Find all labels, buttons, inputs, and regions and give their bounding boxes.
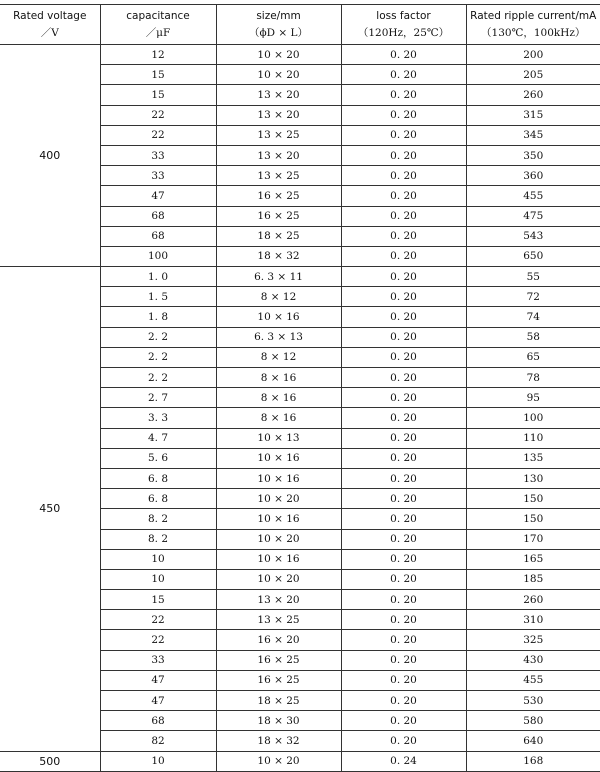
size-cell: 8 × 12 xyxy=(216,347,341,367)
table-row xyxy=(0,267,600,287)
loss-factor-cell: 0. 20 xyxy=(341,448,466,468)
capacitor-spec-table xyxy=(0,4,600,772)
ripple-current-cell: 78 xyxy=(466,368,600,388)
capacitance-cell: 22 xyxy=(100,105,216,125)
header-title: size/mm xyxy=(217,8,341,25)
ripple-current-cell: 580 xyxy=(466,711,600,731)
loss-factor-cell: 0. 20 xyxy=(341,267,466,287)
rated-voltage-cell: 400 xyxy=(0,45,100,267)
loss-factor-cell: 0. 20 xyxy=(341,590,466,610)
size-cell: 13 × 20 xyxy=(216,590,341,610)
header-title: Rated voltage xyxy=(0,8,100,25)
loss-factor-cell: 0. 20 xyxy=(341,630,466,650)
loss-factor-cell: 0. 20 xyxy=(341,408,466,428)
ripple-current-cell: 455 xyxy=(466,670,600,690)
ripple-current-cell: 165 xyxy=(466,549,600,569)
loss-factor-cell: 0. 20 xyxy=(341,731,466,751)
header-unit: ／μF xyxy=(101,25,216,42)
capacitance-cell: 2. 2 xyxy=(100,327,216,347)
loss-factor-cell: 0. 20 xyxy=(341,610,466,630)
size-cell: 10 × 20 xyxy=(216,751,341,771)
capacitance-cell: 12 xyxy=(100,45,216,65)
ripple-current-cell: 360 xyxy=(466,166,600,186)
ripple-current-cell: 430 xyxy=(466,650,600,670)
size-cell: 13 × 20 xyxy=(216,85,341,105)
ripple-current-cell: 170 xyxy=(466,529,600,549)
capacitance-cell: 6. 8 xyxy=(100,489,216,509)
loss-factor-cell: 0. 20 xyxy=(341,166,466,186)
capacitance-cell: 10 xyxy=(100,549,216,569)
rated-voltage-cell: 500 xyxy=(0,751,100,771)
size-cell: 13 × 25 xyxy=(216,125,341,145)
ripple-current-cell: 345 xyxy=(466,125,600,145)
capacitance-cell: 33 xyxy=(100,145,216,165)
loss-factor-cell: 0. 20 xyxy=(341,246,466,266)
size-cell: 16 × 20 xyxy=(216,630,341,650)
capacitance-cell: 1. 5 xyxy=(100,287,216,307)
header-title: capacitance xyxy=(101,8,216,25)
rated-voltage-cell: 450 xyxy=(0,267,100,752)
ripple-current-cell: 72 xyxy=(466,287,600,307)
ripple-current-cell: 74 xyxy=(466,307,600,327)
capacitance-cell: 47 xyxy=(100,670,216,690)
loss-factor-cell: 0. 20 xyxy=(341,105,466,125)
ripple-current-cell: 185 xyxy=(466,569,600,589)
loss-factor-cell: 0. 20 xyxy=(341,468,466,488)
header-unit: （130℃，100kHz） xyxy=(467,25,600,42)
header-ripple-current xyxy=(466,5,600,45)
ripple-current-cell: 150 xyxy=(466,489,600,509)
capacitance-cell: 68 xyxy=(100,226,216,246)
size-cell: 10 × 16 xyxy=(216,468,341,488)
size-cell: 13 × 20 xyxy=(216,145,341,165)
capacitance-cell: 15 xyxy=(100,590,216,610)
header-size xyxy=(216,5,341,45)
size-cell: 18 × 25 xyxy=(216,691,341,711)
loss-factor-cell: 0. 20 xyxy=(341,226,466,246)
table-row xyxy=(0,45,600,65)
table-row xyxy=(0,751,600,771)
size-cell: 10 × 20 xyxy=(216,569,341,589)
size-cell: 18 × 30 xyxy=(216,711,341,731)
loss-factor-cell: 0. 20 xyxy=(341,691,466,711)
size-cell: 10 × 16 xyxy=(216,509,341,529)
loss-factor-cell: 0. 20 xyxy=(341,368,466,388)
size-cell: 18 × 32 xyxy=(216,731,341,751)
size-cell: 18 × 25 xyxy=(216,226,341,246)
capacitance-cell: 1. 8 xyxy=(100,307,216,327)
loss-factor-cell: 0. 20 xyxy=(341,347,466,367)
loss-factor-cell: 0. 20 xyxy=(341,85,466,105)
capacitance-cell: 33 xyxy=(100,650,216,670)
capacitance-cell: 22 xyxy=(100,125,216,145)
size-cell: 10 × 13 xyxy=(216,428,341,448)
loss-factor-cell: 0. 20 xyxy=(341,509,466,529)
ripple-current-cell: 315 xyxy=(466,105,600,125)
size-cell: 13 × 25 xyxy=(216,610,341,630)
ripple-current-cell: 350 xyxy=(466,145,600,165)
capacitance-cell: 2. 2 xyxy=(100,368,216,388)
ripple-current-cell: 475 xyxy=(466,206,600,226)
table-header-row xyxy=(0,5,600,45)
size-cell: 8 × 16 xyxy=(216,388,341,408)
capacitance-cell: 4. 7 xyxy=(100,428,216,448)
size-cell: 16 × 25 xyxy=(216,670,341,690)
size-cell: 6. 3 × 13 xyxy=(216,327,341,347)
ripple-current-cell: 640 xyxy=(466,731,600,751)
ripple-current-cell: 55 xyxy=(466,267,600,287)
ripple-current-cell: 325 xyxy=(466,630,600,650)
capacitance-cell: 82 xyxy=(100,731,216,751)
size-cell: 10 × 16 xyxy=(216,448,341,468)
capacitance-cell: 15 xyxy=(100,65,216,85)
ripple-current-cell: 65 xyxy=(466,347,600,367)
loss-factor-cell: 0. 20 xyxy=(341,327,466,347)
capacitance-cell: 100 xyxy=(100,246,216,266)
capacitance-cell: 15 xyxy=(100,85,216,105)
capacitance-cell: 1. 0 xyxy=(100,267,216,287)
ripple-current-cell: 530 xyxy=(466,691,600,711)
ripple-current-cell: 310 xyxy=(466,610,600,630)
header-unit: （120Hz，25℃） xyxy=(342,25,466,42)
ripple-current-cell: 58 xyxy=(466,327,600,347)
ripple-current-cell: 110 xyxy=(466,428,600,448)
ripple-current-cell: 205 xyxy=(466,65,600,85)
size-cell: 10 × 20 xyxy=(216,489,341,509)
loss-factor-cell: 0. 20 xyxy=(341,65,466,85)
header-title: loss factor xyxy=(342,8,466,25)
header-rated-voltage xyxy=(0,5,100,45)
capacitance-cell: 22 xyxy=(100,630,216,650)
size-cell: 16 × 25 xyxy=(216,206,341,226)
size-cell: 13 × 25 xyxy=(216,166,341,186)
loss-factor-cell: 0. 20 xyxy=(341,388,466,408)
capacitance-cell: 2. 7 xyxy=(100,388,216,408)
loss-factor-cell: 0. 20 xyxy=(341,186,466,206)
size-cell: 16 × 25 xyxy=(216,650,341,670)
loss-factor-cell: 0. 20 xyxy=(341,428,466,448)
loss-factor-cell: 0. 20 xyxy=(341,145,466,165)
loss-factor-cell: 0. 20 xyxy=(341,206,466,226)
size-cell: 13 × 20 xyxy=(216,105,341,125)
ripple-current-cell: 95 xyxy=(466,388,600,408)
ripple-current-cell: 100 xyxy=(466,408,600,428)
table-body xyxy=(0,45,600,772)
capacitance-cell: 10 xyxy=(100,569,216,589)
capacitance-cell: 33 xyxy=(100,166,216,186)
size-cell: 8 × 12 xyxy=(216,287,341,307)
capacitance-cell: 10 xyxy=(100,751,216,771)
header-capacitance xyxy=(100,5,216,45)
capacitance-cell: 8. 2 xyxy=(100,509,216,529)
ripple-current-cell: 200 xyxy=(466,45,600,65)
size-cell: 16 × 25 xyxy=(216,186,341,206)
capacitance-cell: 22 xyxy=(100,610,216,630)
ripple-current-cell: 168 xyxy=(466,751,600,771)
capacitance-cell: 47 xyxy=(100,691,216,711)
loss-factor-cell: 0. 20 xyxy=(341,489,466,509)
capacitance-cell: 47 xyxy=(100,186,216,206)
loss-factor-cell: 0. 20 xyxy=(341,287,466,307)
capacitance-cell: 6. 8 xyxy=(100,468,216,488)
size-cell: 6. 3 × 11 xyxy=(216,267,341,287)
capacitance-cell: 5. 6 xyxy=(100,448,216,468)
ripple-current-cell: 130 xyxy=(466,468,600,488)
header-unit: ／V xyxy=(0,25,100,42)
loss-factor-cell: 0. 20 xyxy=(341,650,466,670)
loss-factor-cell: 0. 20 xyxy=(341,569,466,589)
capacitance-cell: 68 xyxy=(100,711,216,731)
ripple-current-cell: 543 xyxy=(466,226,600,246)
capacitance-cell: 68 xyxy=(100,206,216,226)
size-cell: 10 × 20 xyxy=(216,45,341,65)
header-title: Rated ripple current/mA xyxy=(467,8,600,25)
capacitance-cell: 8. 2 xyxy=(100,529,216,549)
ripple-current-cell: 150 xyxy=(466,509,600,529)
loss-factor-cell: 0. 20 xyxy=(341,549,466,569)
size-cell: 10 × 20 xyxy=(216,65,341,85)
size-cell: 10 × 16 xyxy=(216,549,341,569)
size-cell: 8 × 16 xyxy=(216,368,341,388)
ripple-current-cell: 260 xyxy=(466,85,600,105)
ripple-current-cell: 455 xyxy=(466,186,600,206)
size-cell: 10 × 16 xyxy=(216,307,341,327)
loss-factor-cell: 0. 20 xyxy=(341,529,466,549)
size-cell: 10 × 20 xyxy=(216,529,341,549)
loss-factor-cell: 0. 20 xyxy=(341,711,466,731)
capacitance-cell: 3. 3 xyxy=(100,408,216,428)
ripple-current-cell: 135 xyxy=(466,448,600,468)
ripple-current-cell: 260 xyxy=(466,590,600,610)
loss-factor-cell: 0. 20 xyxy=(341,125,466,145)
size-cell: 8 × 16 xyxy=(216,408,341,428)
loss-factor-cell: 0. 20 xyxy=(341,307,466,327)
capacitance-cell: 2. 2 xyxy=(100,347,216,367)
header-unit: （ϕD × L） xyxy=(217,25,341,42)
header-loss-factor xyxy=(341,5,466,45)
size-cell: 18 × 32 xyxy=(216,246,341,266)
loss-factor-cell: 0. 20 xyxy=(341,45,466,65)
loss-factor-cell: 0. 24 xyxy=(341,751,466,771)
ripple-current-cell: 650 xyxy=(466,246,600,266)
loss-factor-cell: 0. 20 xyxy=(341,670,466,690)
